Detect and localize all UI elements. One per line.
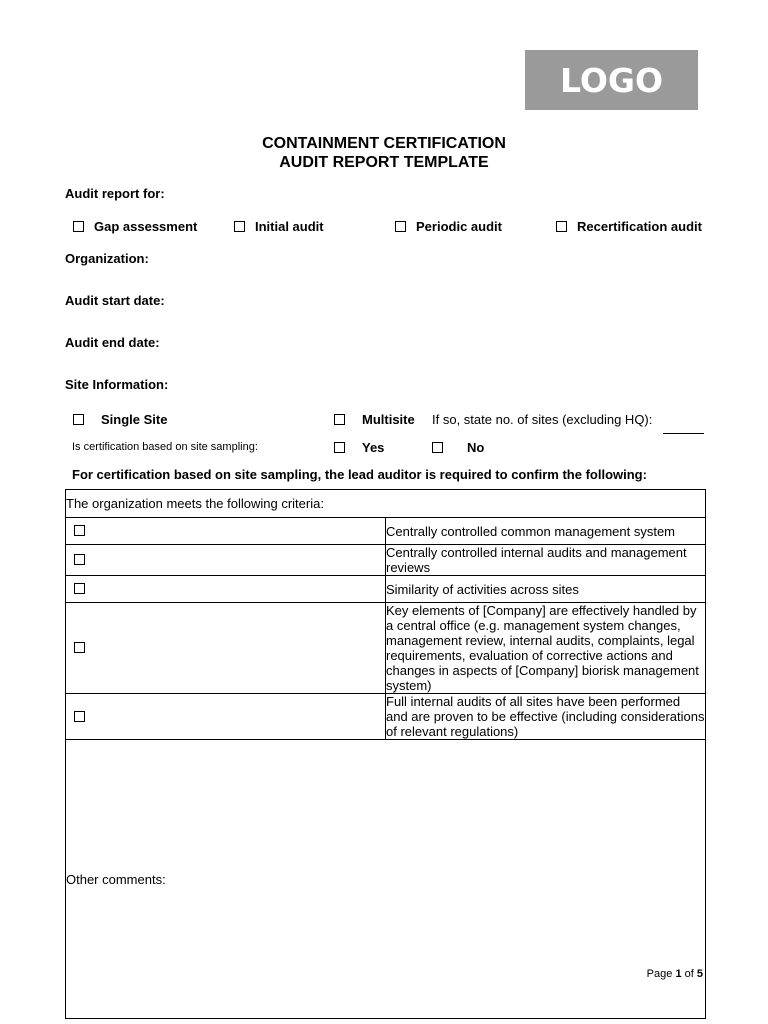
initial-audit-checkbox[interactable]	[234, 221, 245, 232]
table-row	[66, 694, 706, 740]
sampling-yes-label: Yes	[362, 440, 385, 455]
other-comments-field[interactable]: Other comments:	[66, 740, 706, 1019]
criteria-checkbox[interactable]	[74, 583, 85, 594]
current-page: 1	[675, 968, 682, 980]
criteria-checkbox[interactable]	[74, 642, 85, 653]
criteria-checkbox[interactable]	[74, 525, 85, 536]
document-title-line1: CONTAINMENT CERTIFICATION	[262, 135, 506, 152]
sites-count-field[interactable]	[663, 433, 704, 434]
sampling-no-label: No	[467, 440, 485, 455]
page-word: Page	[646, 968, 673, 980]
criteria-header: The organization meets the following criteria:	[66, 490, 706, 518]
recertification-audit-label: Recertification audit	[577, 219, 702, 234]
initial-audit-label: Initial audit	[255, 219, 324, 234]
criteria-table	[65, 489, 706, 1019]
total-pages: 5	[696, 968, 703, 980]
organization-label: Organization:	[65, 251, 149, 266]
table-row	[66, 518, 706, 545]
sampling-heading: For certification based on site sampling, the lead auditor is required to confirm the following:	[72, 467, 647, 482]
of-word: of	[684, 968, 694, 980]
criteria-checkbox[interactable]	[74, 711, 85, 722]
criteria-item: Centrally controlled internal audits and management reviews	[386, 545, 706, 576]
criteria-item: Key elements of [Company] are effectively handled by a central office (e.g. management system changes, management review, internal audits, complaints, legal requirements, evaluation of corrective actions and changes in aspects of [Company] biorisk management system)	[386, 603, 706, 694]
criteria-checkbox-cell	[66, 576, 386, 603]
other-comments-row	[66, 740, 706, 1019]
periodic-audit-checkbox[interactable]	[395, 221, 406, 232]
table-row	[66, 545, 706, 576]
multisite-checkbox[interactable]	[334, 414, 345, 425]
page-number	[647, 968, 703, 980]
multisite-label: Multisite	[362, 412, 415, 427]
table-row	[66, 603, 706, 694]
audit-report-for-label: Audit report for:	[65, 186, 165, 201]
criteria-checkbox-cell	[66, 518, 386, 545]
table-row	[66, 576, 706, 603]
recertification-audit-checkbox[interactable]	[556, 221, 567, 232]
site-sampling-question: Is certification based on site sampling:	[72, 441, 258, 453]
single-site-checkbox[interactable]	[73, 414, 84, 425]
criteria-item: Similarity of activities across sites	[386, 576, 706, 603]
criteria-checkbox[interactable]	[74, 554, 85, 565]
audit-start-date-label: Audit start date:	[65, 293, 165, 308]
audit-end-date-label: Audit end date:	[65, 335, 160, 350]
periodic-audit-label: Periodic audit	[416, 219, 502, 234]
single-site-label: Single Site	[101, 412, 168, 427]
site-information-label: Site Information:	[65, 377, 169, 392]
criteria-header-row	[66, 490, 706, 518]
criteria-checkbox-cell	[66, 603, 386, 694]
criteria-checkbox-cell	[66, 545, 386, 576]
gap-assessment-label: Gap assessment	[94, 219, 198, 234]
multisite-note: If so, state no. of sites (excluding HQ):	[432, 412, 653, 427]
sampling-no-checkbox[interactable]	[432, 442, 443, 453]
criteria-item: Full internal audits of all sites have been performed and are proven to be effective (including considerations of relevant regulations)	[386, 694, 705, 739]
criteria-item: Centrally controlled common management system	[386, 518, 706, 545]
company-logo: LOGO	[525, 50, 698, 110]
criteria-checkbox-cell	[66, 694, 386, 740]
document-title-line2: AUDIT REPORT TEMPLATE	[279, 154, 489, 171]
gap-assessment-checkbox[interactable]	[73, 221, 84, 232]
sampling-yes-checkbox[interactable]	[334, 442, 345, 453]
